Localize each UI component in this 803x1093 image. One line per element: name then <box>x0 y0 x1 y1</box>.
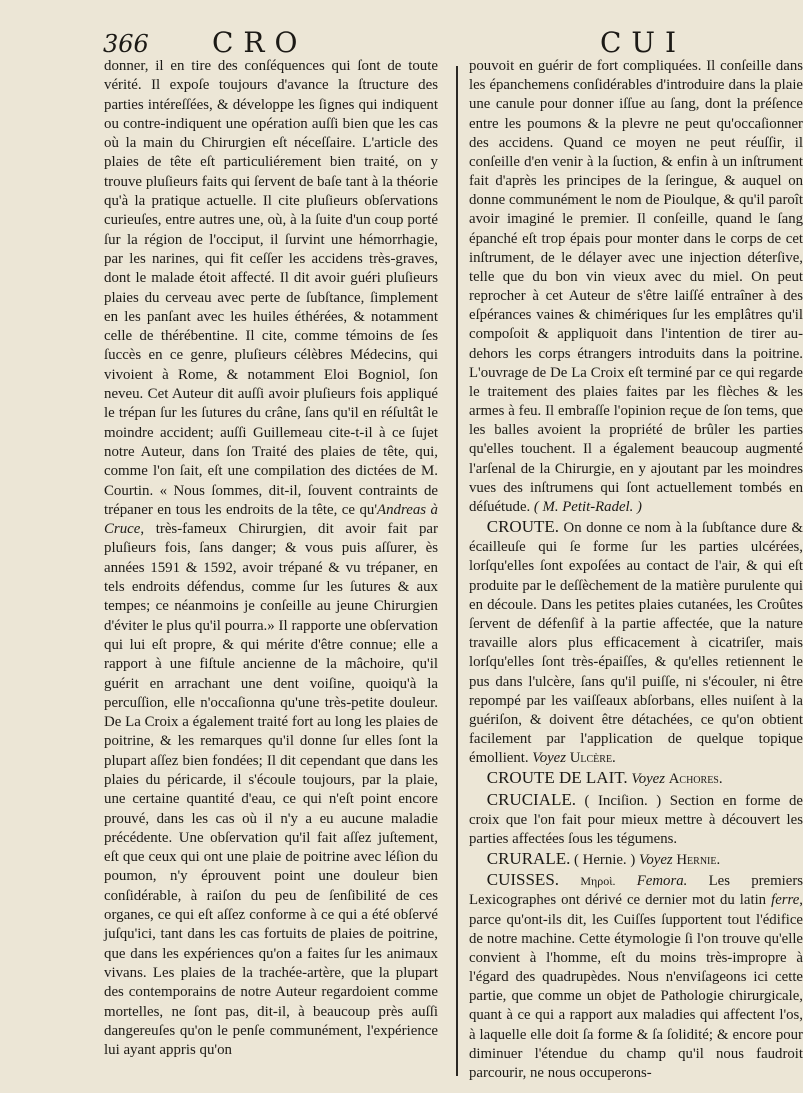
entry-cuisses-latin: Femora. <box>636 873 688 890</box>
running-head-left: CRO <box>212 26 308 59</box>
entry-crurale-body: ( Hernie. ) <box>570 852 639 869</box>
right-column <box>469 57 803 1083</box>
entry-cuisses-body: Les premiers Lexicographes ont dérivé ce dernier mot du latin <box>469 873 803 909</box>
entry-cuisses <box>469 870 803 1083</box>
entry-crurale-head: CRURALE. <box>486 849 571 869</box>
entry-croute-lait-head: CROUTE DE LAIT. <box>486 768 628 788</box>
page-number: 366 <box>103 30 149 58</box>
left-text-part1: donner, il en tire des conſéquences qui ſont de toute vérité. Il expoſe toujours d'avance la ſtructure des parties intéreſſées, & développe les ſignes qui indiquent ou contre-indiquent une opération auſſi bien que les cas où la main du Chirurgien eſt néceſſaire. L'article des plaies de tête eſt particuliérement bien traité, on y trouve pluſieurs faits qui ſervent de baſe tant à la théorie qu'à la pratique actuelle. Il cite pluſieurs obſervations curieuſes, entre autres une, où, à la ſuite d'un coup porté ſur la région de l'occiput, il ſurvint une hémorrhagie, par les narines, qui fit ceſſer les accidens très-graves, dont le malade étoit affecté. Il dit avoir guéri pluſieurs plaies du cerveau avec perte de ſubſtance, ſimplement en les panſant avec les huiles éthérées, & notamment celle de thérébentine. Il cite, comme témoins de ſes ſuccès en ce genre, pluſieurs célèbres Médecins, qui vivoient à Rome, & notamment Eloi Bogniol, ſon neveu. Cet Auteur dit auſſi avoir pluſieurs fois appliqué le trépan ſur les ſutures du crâne, ſans qu'il en réſultât le moindre accident; auſſi Guillemeau cite-t-il à ce ſujet notre Auteur, dans ſon Traité des plaies de tête, qui, comme l'on ſait, eſt une compilation des dictées de M. Courtin. « Nous ſommes, dit-il, ſouvent contraints de trépaner en tous les endroits de la tête, ce qu' <box>104 58 438 518</box>
entry-croute-lait-ref: Achores. <box>668 771 723 788</box>
entry-cuisses-head: CUISSES. <box>486 870 560 890</box>
left-paragraph <box>104 57 438 1060</box>
entry-croute-lait-voyez: Voyez <box>631 771 666 788</box>
column-divider <box>456 66 458 1076</box>
entry-croute-head: CROUTE. <box>486 517 559 537</box>
entry-cruciale-head: CRUCIALE. <box>486 789 576 809</box>
right-paragraph-continued <box>469 57 803 517</box>
entry-cruciale <box>469 790 803 850</box>
entry-croute-voyez: Voyez <box>532 750 566 767</box>
running-head-right: CUI <box>600 26 687 59</box>
entry-crurale <box>469 849 803 870</box>
entry-cuisses-greek: Μηροὶ. <box>580 874 616 889</box>
entry-croute-ref: Ulcère. <box>569 750 616 767</box>
entry-cuisses-ferre: ferre <box>771 892 800 909</box>
entry-croute-lait <box>469 768 803 789</box>
left-text-part2: , très-fameux Chirurgien, dit avoir fait par pluſieurs fois, ſans danger; & vous puis aſſurer, ès années 1591 & 1592, avoir trépané & vu trépaner, en tels endroits défendus, comme ſur les ſutures & aux tempes; ce néanmoins je conſeille au jeune Chirurgien d'éviter le plus qu'il pourra.» Il rapporte une obſervation qui lui eſt propre, & qui mérite d'être connue; elle a rapport à une fiſtule ancienne de la mâchoire, qu'il guérit en arrachant une dent voiſine, quoiqu'à la percuſſion, elle n'occaſionna qu'une très-petite douleur. De La Croix a également traité fort au long les plaies de poitrine, & les remarques qu'il donne ſur elles ſont la plupart aſſez bien fondées; Il dit cependant que dans les plaies du péricarde, il s'écoule toujours, par la plaie, une certaine quantité d'eau, ce qui n'eſt point encore prouvé, dans les cas où il n'y a eu aucune maladie précédente. Une obſervation qu'il fait aſſez juſtement, eſt que ceux qui ont une plaie de poitrine avec léſion du poumon, n'y éprouvent point une douleur bien conſidérable, à raiſon du peu de ſenſibilité de ces organes, ce qui eſt aſſez conforme à ce qui a été obſervé juſqu'ici, tant dans les cas fortuits de plaies de poitrine, que dans les expériences qu'on a faites ſur les animaux vivans. Les plaies de la trachée-artère, que la plupart des contemporains de notre Auteur regardoient comme mortelles, ne ſont pas, dit-il, à beaucoup près auſſi dangereuſes qu'on le penſe communément, l'expérience lui ayant appris qu'on <box>104 521 438 1059</box>
left-column <box>104 57 438 1060</box>
entry-croute-body: On donne ce nom à la ſubſtance dure & écailleuſe qui ſe forme ſur les parties ulcérées, lorſqu'elles ſont expoſées au contact de l'air, & qui eſt produite par le deſſèchement de la matière purulente qui en découle. Dans les petites plaies cutanées, les Croûtes ſervent de défenſif à la partie affectée, que la nature travaille alors plus efficacement à cicatriſer, mais lorſqu'elles ſont très-épaiſſes, & qu'elles retiennent le pus dans l'ulcère, ſans qu'il puiſſe, ni s'écouler, ni être repompé par les vaiſſeaux abſorbans, elles nuiſent à la guériſon, & doivent être détachées, ce qu'on obtient facilement par l'application de quelque topique émollient. <box>469 520 803 767</box>
entry-cruciale-body: ( Inciſion. ) Section en forme de croix que l'on fait pour mieux mettre à découvert les parties affectées ſous les tégumens. <box>469 792 803 847</box>
entry-crurale-voyez: Voyez <box>638 852 673 869</box>
entry-croute <box>469 517 803 768</box>
entry-crurale-ref: Hernie. <box>676 852 721 869</box>
running-header <box>0 22 800 62</box>
left-italic-name: Andreas à Cruce <box>104 501 438 538</box>
author-signature: ( M. Petit-Radel. ) <box>533 498 642 515</box>
entry-cuisses-body2: , parce qu'ont-ils dit, les Cuiſſes ſupportent tout l'édifice de notre machine. Cette étymologie ſi l'on trouve qu'elle convient à l'homme, eſt du moins très-impropre à l'égard des quadrupèdes. Nous n'enviſageons ici cette partie, que comme un objet de Pathologie chirurgicale, quant à ce qui a rapport aux maladies qui affectent l'os, à laquelle elle doit ſa forme & ſa ſolidité; & encore pour diminuer l'étendue du champ qu'il nous faudroit parcourir, ne nous occuperons- <box>469 892 803 1081</box>
right-text-continued: pouvoit en guérir de fort compliquées. Il conſeille dans les épanchemens conſidérables d'introduire dans la plaie une canule pour donner iſſue au ſang, dont la préſence entre les poumons & la plevre ne peut qu'occaſionner des accidens. Quand ce moyen ne peut réuſſir, il conſeille d'en venir à la ſuction, & enfin à un inſtrument fait d'après les principes de la ſeringue, & auquel on donne communément le nom de Pioulque, & qu'il paroît avoir imaginé le premier. Il conſeille, quand le ſang épanché eſt trop épais pour monter dans le corps de cet inſtrument, de le délayer avec une injection déterſive, telle que du bon vin vieux avec du miel. On peut reprocher à cet Auteur de s'être laiſſé entraîner à des eſpérances vaines & chimériques ſur les emplâtres qu'il compoſoit & appliquoit dans l'intention de tirer au-dehors les corps étrangers introduits dans la poitrine. L'ouvrage de De La Croix eſt terminé par ce qui regarde le traitement des plaies faites par les flèches & les armes à feu. Il embraſſe l'opinion reçue de ſon tems, que les balles avoient la propriété de brûler les parties qu'elles touchent. Il a également beaucoup augmenté l'arſenal de la Chirurgie, en y ajoutant par les moindres vues des inſtrumens qui ſont actuellement tombés en déſuétude. <box>469 58 803 515</box>
